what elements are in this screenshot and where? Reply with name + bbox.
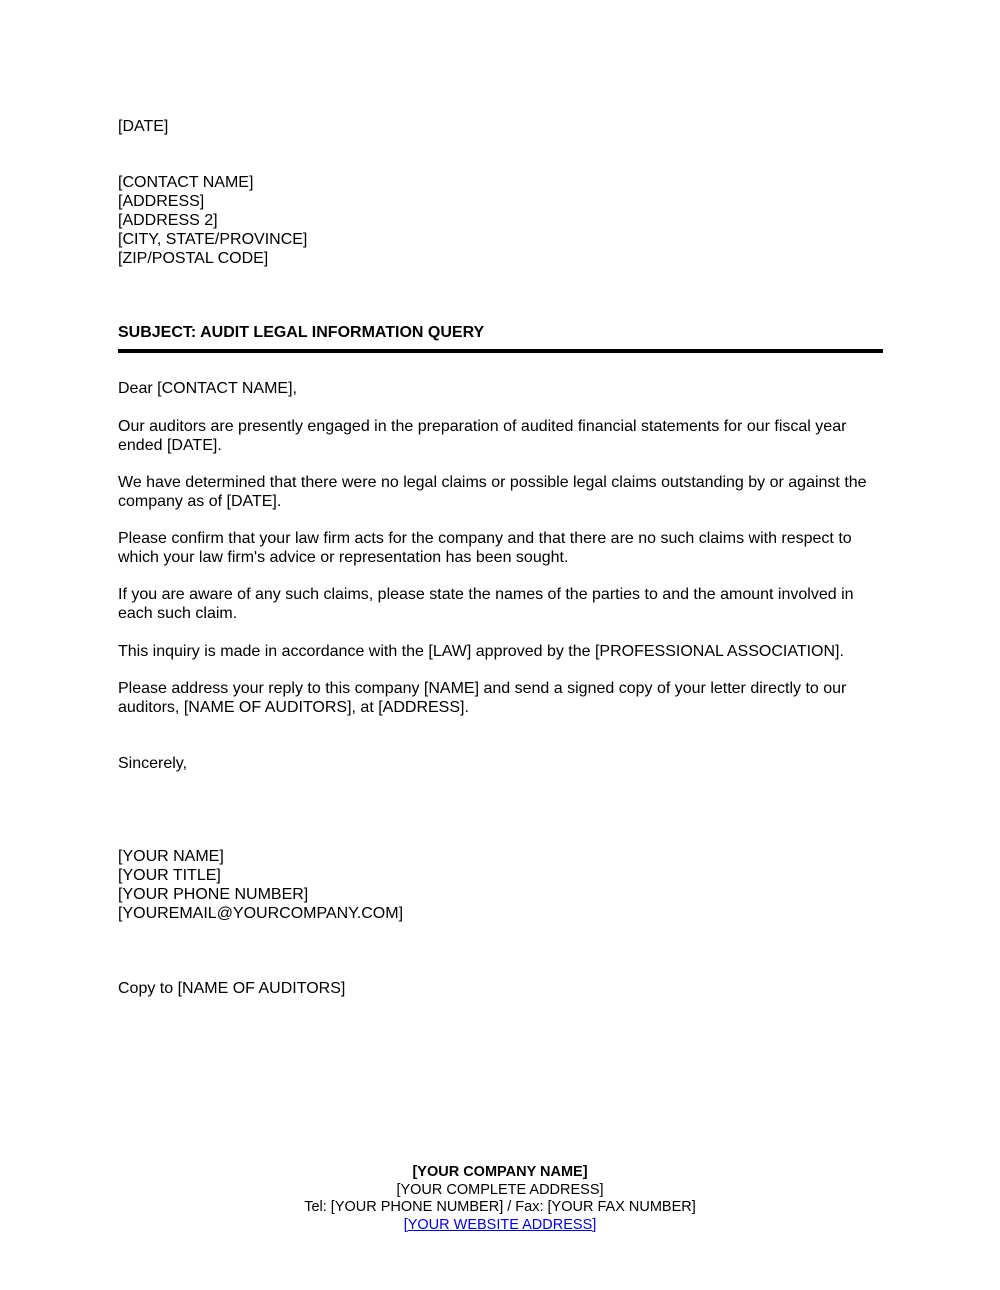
paragraph-text: This inquiry is made in accordance with the [LAW] approved by the [PROFESSIONAL ASSOCIATION]. bbox=[118, 643, 844, 660]
salutation-text: Dear [CONTACT NAME], bbox=[118, 380, 297, 397]
paragraph-text: Our auditors are presently engaged in the preparation of audited financial statements for our fiscal year ended [DATE]. bbox=[118, 418, 847, 454]
signature-block bbox=[118, 847, 883, 923]
letter-date bbox=[118, 117, 883, 136]
footer-address: [YOUR COMPLETE ADDRESS] bbox=[396, 1181, 604, 1198]
date-text: [DATE] bbox=[118, 118, 169, 135]
recipient-address-2: [ADDRESS 2] bbox=[118, 212, 218, 229]
recipient-contact-name: [CONTACT NAME] bbox=[118, 174, 254, 191]
copy-to-text: Copy to [NAME OF AUDITORS] bbox=[118, 980, 346, 997]
subject-line bbox=[118, 323, 883, 342]
copy-to bbox=[118, 979, 883, 998]
recipient-address: [ADDRESS] bbox=[118, 193, 205, 210]
paragraph-text: Please confirm that your law firm acts for the company and that there are no such claims with respect to which your law firm's advice or representation has been sought. bbox=[118, 530, 852, 566]
signature-phone: [YOUR PHONE NUMBER] bbox=[118, 886, 309, 903]
body-paragraph-2 bbox=[118, 473, 883, 511]
footer-website-link[interactable]: [YOUR WEBSITE ADDRESS] bbox=[403, 1216, 597, 1233]
body-paragraph-6 bbox=[118, 679, 883, 717]
footer-company-name: [YOUR COMPANY NAME] bbox=[412, 1164, 588, 1180]
salutation bbox=[118, 379, 883, 398]
signature-name: [YOUR NAME] bbox=[118, 848, 224, 865]
letterhead-footer bbox=[0, 1164, 1000, 1234]
recipient-address-block bbox=[118, 173, 883, 268]
body-paragraph-5 bbox=[118, 642, 883, 661]
body-paragraph-3 bbox=[118, 529, 883, 567]
footer-contact: Tel: [YOUR PHONE NUMBER] / Fax: [YOUR FAX NUMBER] bbox=[304, 1199, 696, 1215]
paragraph-text: Please address your reply to this company [NAME] and send a signed copy of your letter directly to our auditors, [NAME OF AUDITORS], at [ADDRESS]. bbox=[118, 680, 847, 716]
recipient-city-state: [CITY, STATE/PROVINCE] bbox=[118, 231, 308, 248]
signature-title: [YOUR TITLE] bbox=[118, 867, 221, 884]
body-paragraph-4 bbox=[118, 585, 883, 623]
body-paragraph-1 bbox=[118, 417, 883, 455]
closing bbox=[118, 754, 883, 773]
closing-text: Sincerely, bbox=[118, 755, 188, 772]
paragraph-text: If you are aware of any such claims, please state the names of the parties to and the amount involved in each such claim. bbox=[118, 586, 854, 622]
subject-text: SUBJECT: AUDIT LEGAL INFORMATION QUERY bbox=[118, 324, 485, 341]
recipient-zip: [ZIP/POSTAL CODE] bbox=[118, 250, 269, 267]
subject-divider bbox=[118, 349, 883, 353]
paragraph-text: We have determined that there were no legal claims or possible legal claims outstanding by or against the company as of [DATE]. bbox=[118, 474, 867, 510]
signature-email: [YOUREMAIL@YOURCOMPANY.COM] bbox=[118, 905, 404, 922]
